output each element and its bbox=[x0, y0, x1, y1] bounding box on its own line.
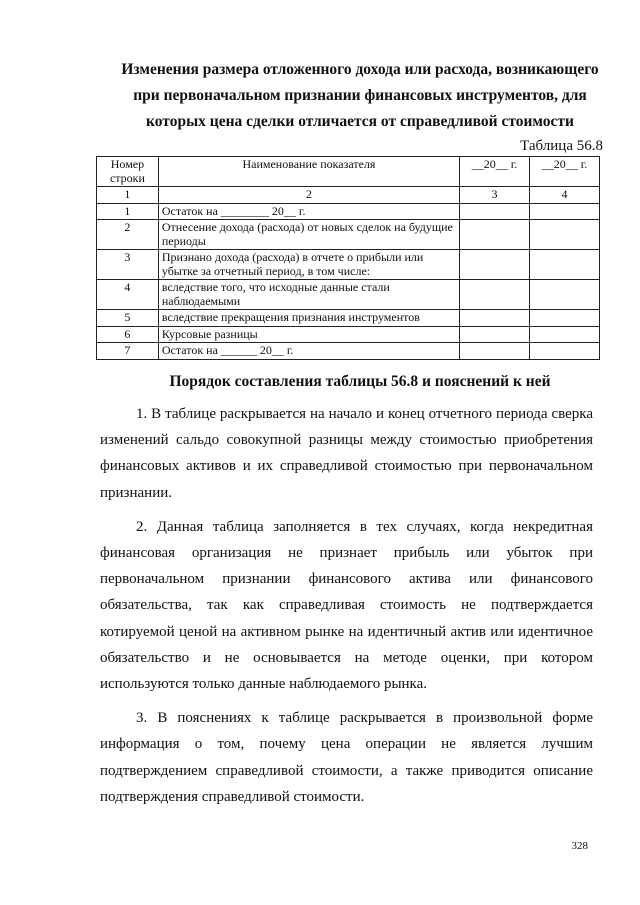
table-row bbox=[97, 310, 600, 327]
column-number-row bbox=[97, 187, 600, 204]
table-header-row bbox=[97, 157, 600, 187]
row-name: вследствие того, что исходные данные стали наблюдаемыми bbox=[158, 280, 459, 310]
table-row bbox=[97, 326, 600, 343]
row-value-2 bbox=[530, 326, 600, 343]
document-title bbox=[90, 57, 630, 135]
row-name: вследствие прекращения признания инструментов bbox=[158, 310, 459, 327]
header-period-2: __20__ г. bbox=[530, 157, 600, 187]
row-value-1 bbox=[460, 343, 530, 360]
row-value-1 bbox=[460, 280, 530, 310]
row-name: Признано дохода (расхода) в отчете о прибыли или убытке за отчетный период, в том числе: bbox=[158, 250, 459, 280]
row-number: 2 bbox=[97, 220, 159, 250]
table-row bbox=[97, 203, 600, 220]
column-number: 3 bbox=[460, 187, 530, 204]
header-indicator-name: Наименование показателя bbox=[158, 157, 459, 187]
row-number: 1 bbox=[97, 203, 159, 220]
paragraph: 3. В пояснениях к таблице раскрывается в произвольной форме информация о том, почему цена операции не является лучшим подтверждением справедливой стоимости, а также приводится описание подтверждения справедливой стоимости. bbox=[100, 710, 593, 805]
row-number: 5 bbox=[97, 310, 159, 327]
column-number: 4 bbox=[530, 187, 600, 204]
row-value-1 bbox=[460, 326, 530, 343]
section-title: Порядок составления таблицы 56.8 и пояснений к ней bbox=[169, 373, 551, 390]
row-name: Курсовые разницы bbox=[158, 326, 459, 343]
header-period-1: __20__ г. bbox=[460, 157, 530, 187]
header-row-number: Номер строки bbox=[97, 157, 159, 187]
row-value-2 bbox=[530, 250, 600, 280]
row-value-1 bbox=[460, 220, 530, 250]
table-row bbox=[97, 343, 600, 360]
row-name: Отнесение дохода (расхода) от новых сделок на будущие периоды bbox=[158, 220, 459, 250]
paragraph: 2. Данная таблица заполняется в тех случаях, когда некредитная финансовая организация не признает прибыль или убыток при первоначальном признании финансового актива или финансового обязательства, так как справедливая стоимость не подтверждается котируемой ценой на активном рынке на идентичный актив или идентичное обязательство и не основывается на методе оценки, при котором используются только данные наблюдаемого рынка. bbox=[100, 518, 593, 693]
row-value-2 bbox=[530, 343, 600, 360]
table-row bbox=[97, 280, 600, 310]
row-value-1 bbox=[460, 203, 530, 220]
row-number: 7 bbox=[97, 343, 159, 360]
title-line: Изменения размера отложенного дохода или расхода, возникающего bbox=[121, 61, 599, 78]
row-value-2 bbox=[530, 310, 600, 327]
row-name: Остаток на ______ 20__ г. bbox=[158, 343, 459, 360]
row-value-2 bbox=[530, 203, 600, 220]
table-row bbox=[97, 220, 600, 250]
column-number: 2 bbox=[158, 187, 459, 204]
row-value-1 bbox=[460, 250, 530, 280]
row-name: Остаток на ________ 20__ г. bbox=[158, 203, 459, 220]
row-number: 6 bbox=[97, 326, 159, 343]
page-number: 328 bbox=[571, 840, 588, 852]
table-row bbox=[97, 250, 600, 280]
title-line: которых цена сделки отличается от справедливой стоимости bbox=[146, 113, 574, 130]
column-number: 1 bbox=[97, 187, 159, 204]
title-line: при первоначальном признании финансовых инструментов, для bbox=[133, 87, 587, 104]
row-value-2 bbox=[530, 280, 600, 310]
row-value-1 bbox=[460, 310, 530, 327]
paragraph: 1. В таблице раскрывается на начало и конец отчетного периода сверка изменений сальдо совокупной разницы между стоимостью приобретения финансовых активов и их справедливой стоимостью при первоначальном признании. bbox=[100, 406, 593, 501]
indicator-table bbox=[96, 156, 600, 360]
row-number: 4 bbox=[97, 280, 159, 310]
row-value-2 bbox=[530, 220, 600, 250]
row-number: 3 bbox=[97, 250, 159, 280]
body-text bbox=[100, 401, 593, 818]
table-label: Таблица 56.8 bbox=[520, 138, 603, 154]
